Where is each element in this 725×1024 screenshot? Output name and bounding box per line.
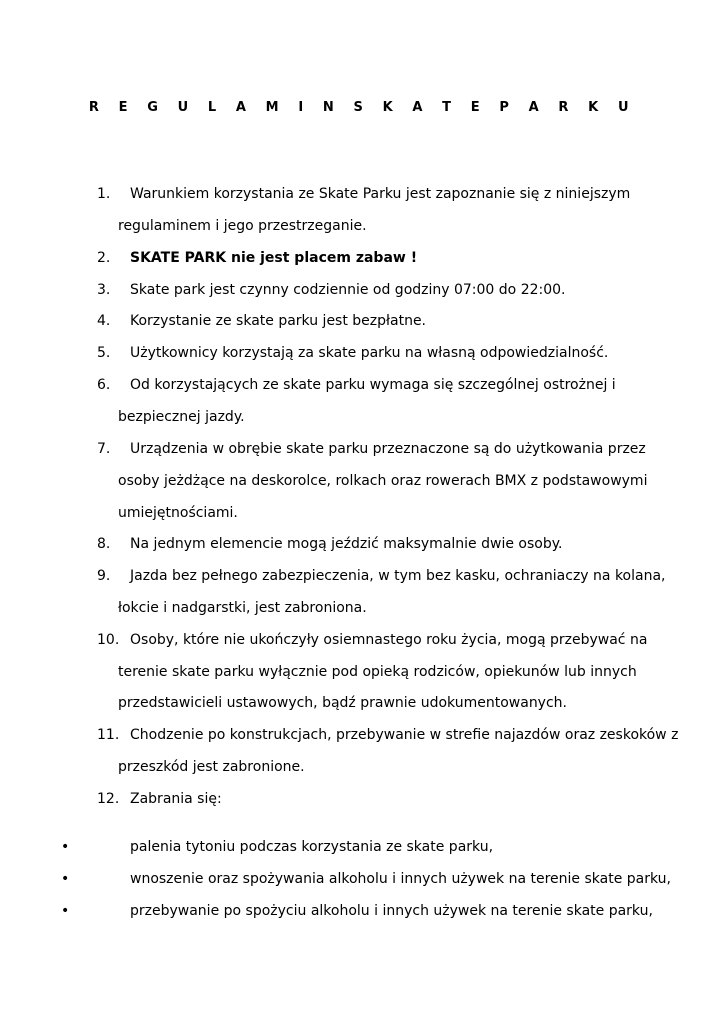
bullet-item-text: przebywanie po spożyciu alkoholu i innych używek na terenie skate parku, bbox=[130, 903, 653, 919]
bullet-item-text: wnoszenie oraz spożywania alkoholu i innych używek na terenie skate parku, bbox=[130, 871, 671, 887]
list-item-number: 5. bbox=[97, 345, 111, 361]
list-item-number: 4. bbox=[97, 313, 111, 329]
list-item-number: 2. bbox=[97, 250, 111, 266]
list-item-number: 12. bbox=[97, 791, 120, 807]
bullet-item-text: palenia tytoniu podczas korzystania ze skate parku, bbox=[130, 839, 494, 855]
list-item-number: 6. bbox=[97, 377, 111, 393]
list-item-text: łokcie i nadgarstki, jest zabroniona. bbox=[118, 600, 367, 616]
list-item-number: 9. bbox=[97, 568, 111, 584]
list-item-text: osoby jeżdżące na deskorolce, rolkach oraz rowerach BMX z podstawowymi bbox=[118, 473, 648, 489]
list-item-text: umiejętnościami. bbox=[118, 505, 238, 521]
list-item-number: 10. bbox=[97, 632, 120, 648]
list-item-text: Użytkownicy korzystają za skate parku na własną odpowiedzialność. bbox=[130, 345, 609, 361]
list-item-text: Od korzystających ze skate parku wymaga się szczególnej ostrożnej i bbox=[130, 377, 616, 393]
page-title: R E G U L A M I N S K A T E P A R K U bbox=[88, 100, 637, 115]
list-item-text: Skate park jest czynny codziennie od godziny 07:00 do 22:00. bbox=[130, 282, 566, 298]
list-item-text-bold: SKATE PARK nie jest placem zabaw ! bbox=[130, 250, 418, 266]
list-item-number: 8. bbox=[97, 536, 111, 552]
list-item-text: terenie skate parku wyłącznie pod opieką rodziców, opiekunów lub innych bbox=[118, 664, 637, 680]
list-item-number: 11. bbox=[97, 727, 120, 743]
list-item-text: bezpiecznej jazdy. bbox=[118, 409, 245, 425]
bullet-icon: • bbox=[61, 839, 70, 855]
list-item-text: Osoby, które nie ukończyły osiemnastego roku życia, mogą przebywać na bbox=[130, 632, 648, 648]
bullet-icon: • bbox=[61, 903, 70, 919]
list-item-number: 3. bbox=[97, 282, 111, 298]
list-item-text: przedstawicieli ustawowych, bądź prawnie udokumentowanych. bbox=[118, 695, 567, 711]
bullet-icon: • bbox=[61, 871, 70, 887]
list-item-text: Chodzenie po konstrukcjach, przebywanie w strefie najazdów oraz zeskoków z bbox=[130, 727, 679, 743]
list-item-text: Warunkiem korzystania ze Skate Parku jest zapoznanie się z niniejszym bbox=[130, 186, 631, 202]
list-item-text: Zabrania się: bbox=[130, 791, 222, 807]
list-item-text: Korzystanie ze skate parku jest bezpłatne. bbox=[130, 313, 427, 329]
list-item-number: 1. bbox=[97, 186, 111, 202]
list-item-text: przeszkód jest zabronione. bbox=[118, 759, 305, 775]
list-item-text: regulaminem i jego przestrzeganie. bbox=[118, 218, 367, 234]
list-item-text: Na jednym elemencie mogą jeździć maksymalnie dwie osoby. bbox=[130, 536, 563, 552]
list-item-text: Urządzenia w obrębie skate parku przeznaczone są do użytkowania przez bbox=[130, 441, 646, 457]
list-item-number: 7. bbox=[97, 441, 111, 457]
list-item-text: Jazda bez pełnego zabezpieczenia, w tym bez kasku, ochraniaczy na kolana, bbox=[130, 568, 666, 584]
